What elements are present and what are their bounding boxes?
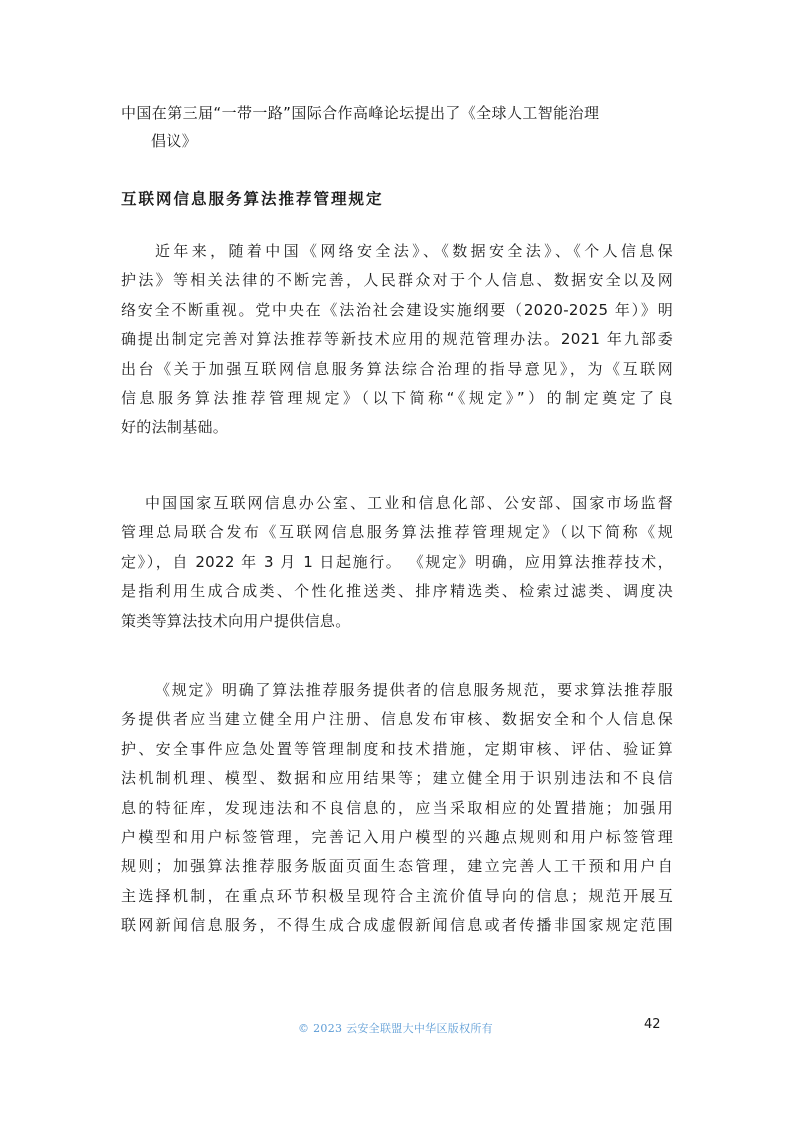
- list-item-initiative: [121, 99, 676, 155]
- paragraph-line: 护法》等相关法律的不断完善，人民群众对于个人信息、数据安全以及网: [121, 271, 673, 290]
- paragraph-line: 是指利用生成合成类、个性化推送类、排序精选类、检索过滤类、调度决: [121, 582, 673, 601]
- paragraph-line: 主选择机制，在重点环节积极呈现符合主流价值导向的信息；规范开展互: [121, 886, 673, 905]
- list-item-line-2: 倡议》: [151, 132, 198, 150]
- paragraph-line: 定》），自 2022 年 3 月 1 日起施行。 《规定》明确，应用算法推荐技术，: [121, 552, 673, 571]
- list-item-line-1: 中国在第三届“一带一路”国际合作高峰论坛提出了《全球人工智能治理: [121, 104, 600, 122]
- paragraph-line: 管理总局联合发布《互联网信息服务算法推荐管理规定》（以下简称《规: [121, 523, 673, 542]
- paragraph-2: [121, 489, 673, 636]
- paragraph-line: 近年来，随着中国《网络安全法》、《数据安全法》、《个人信息保: [155, 242, 673, 260]
- footer-copyright: © 2023 云安全联盟大中华区版权所有: [298, 1022, 493, 1035]
- paragraph-3: [121, 676, 673, 941]
- paragraph-line: 确提出制定完善对算法推荐等新技术应用的规范管理办法。2021 年九部委: [121, 330, 673, 349]
- paragraph-line: 息的特征库，发现违法和不良信息的，应当采取相应的处置措施；加强用: [121, 798, 673, 817]
- paragraph-line: 中国国家互联网信息办公室、工业和信息化部、公安部、国家市场监督: [145, 494, 673, 512]
- paragraph-line: 出台《关于加强互联网信息服务算法综合治理的指导意见》，为《互联网: [121, 359, 673, 378]
- paragraph-line: 护、安全事件应急处置等管理制度和技术措施，定期审核、评估、验证算: [121, 739, 673, 758]
- paragraph-line: 规则；加强算法推荐服务版面页面生态管理，建立完善人工干预和用户自: [121, 857, 673, 876]
- paragraph-line: 务提供者应当建立健全用户注册、信息发布审核、数据安全和个人信息保: [121, 710, 673, 729]
- paragraph-line: 信息服务算法推荐管理规定》（以下简称“《规定》”）的制定奠定了良: [121, 389, 673, 408]
- paragraph-line: 络安全不断重视。党中央在《法治社会建设实施纲要（2020-2025 年）》明: [121, 300, 673, 319]
- paragraph-line: 法机制机理、模型、数据和应用结果等；建立健全用于识别违法和不良信: [121, 769, 673, 788]
- page-number: 42: [644, 1017, 661, 1032]
- paragraph-line: 策类等算法技术向用户提供信息。: [121, 611, 351, 630]
- paragraph-line: 好的法制基础。: [121, 418, 229, 437]
- paragraph-1: [121, 237, 673, 443]
- section-heading: 互联网信息服务算法推荐管理规定: [121, 190, 384, 208]
- paragraph-line: 《规定》明确了算法推荐服务提供者的信息服务规范，要求算法推荐服: [155, 681, 673, 699]
- paragraph-line: 户模型和用户标签管理，完善记入用户模型的兴趣点规则和用户标签管理: [121, 828, 673, 847]
- paragraph-line: 联网新闻信息服务，不得生成合成虚假新闻信息或者传播非国家规定范围: [121, 916, 673, 935]
